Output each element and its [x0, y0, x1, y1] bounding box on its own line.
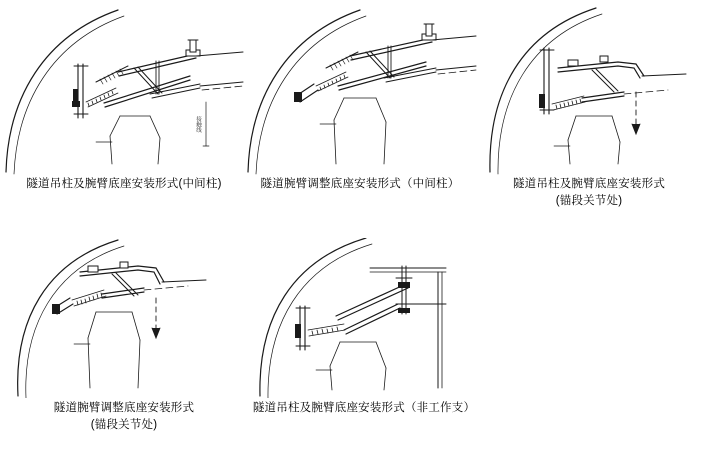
figure-5-caption — [240, 400, 488, 417]
figure-3-caption-line2: (锚段关节处) — [555, 195, 623, 207]
figure-4-caption-line1: 隧道腕臂调整底座安装形式 — [53, 402, 195, 414]
figure-tunnel-cantilever-adjusting-base-overlap-joint — [0, 238, 248, 468]
figure-2-caption — [240, 176, 480, 193]
figure-1-caption — [0, 176, 248, 193]
figure-tunnel-cantilever-adjusting-base-mid-post — [240, 6, 480, 214]
figure-3-caption — [472, 176, 706, 210]
svg-text:接触线: 接触线 — [195, 116, 201, 133]
figure-3-caption-line1: 隧道吊柱及腕臂底座安装形式 — [512, 178, 666, 190]
figure-4-caption-line2: (锚段关节处) — [90, 419, 158, 431]
figure-5-drawing — [240, 238, 488, 398]
figure-tunnel-dropper-post-mid-post — [0, 6, 248, 214]
figure-3-drawing — [472, 6, 706, 176]
figure-5-caption-line1: 隧道吊柱及腕臂底座安装形式（非工作支） — [252, 402, 476, 414]
figure-4-caption — [0, 400, 248, 434]
figure-1-caption-line1: 隧道吊柱及腕臂底座安装形式(中间柱) — [26, 178, 222, 190]
figure-2-caption-line1: 隧道腕臂调整底座安装形式（中间柱） — [260, 178, 460, 190]
figure-1-drawing — [0, 6, 248, 176]
figure-2-drawing — [240, 6, 480, 176]
figure-4-drawing — [0, 238, 248, 398]
figure-tunnel-dropper-post-overlap-joint — [472, 6, 706, 236]
figure-tunnel-dropper-post-non-working-branch — [240, 238, 488, 446]
